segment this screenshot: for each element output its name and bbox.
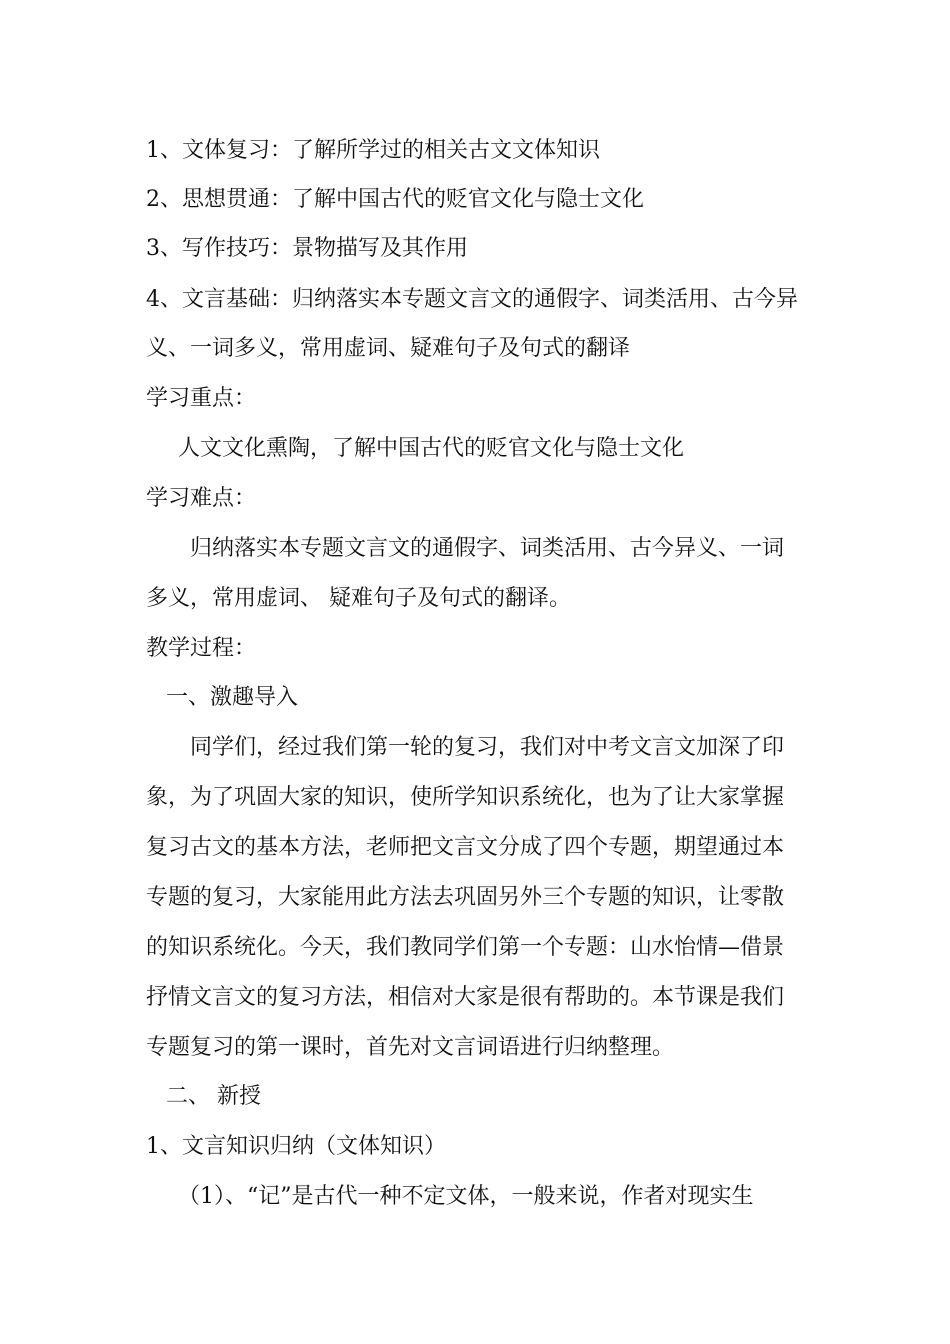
section-1-line-2: 象，为了巩固大家的知识，使所学知识系统化，也为了让大家掌握 (146, 785, 785, 810)
key-points-heading: 学习重点： (146, 386, 257, 411)
section-1-line-1: 同学们，经过我们第一轮的复习，我们对中考文言文加深了印 (190, 735, 785, 760)
subsection-1-title: 1、文言知识归纳（文体知识） (146, 1134, 446, 1159)
key-points-text: 人文文化熏陶，了解中国古代的贬官文化与隐士文化 (178, 436, 685, 461)
subsection-1-line-1: （1）、“记”是古代一种不定文体，一般来说，作者对现实生 (178, 1184, 754, 1209)
section-2-title: 二、 新授 (166, 1084, 261, 1109)
objective-4-continued: 义、一词多义，常用虚词、疑难句子及句式的翻译 (146, 336, 631, 361)
section-1-line-4: 专题的复习，大家能用此方法去巩固另外三个专题的知识，让零散 (146, 885, 785, 910)
section-1-line-7: 专题复习的第一课时，首先对文言词语进行归纳整理。 (146, 1035, 675, 1060)
process-heading: 教学过程： (146, 636, 257, 661)
objective-1: 1、文体复习：了解所学过的相关古文文体知识 (146, 138, 600, 163)
section-1-line-3: 复习古文的基本方法，老师把文言文分成了四个专题，期望通过本 (146, 835, 785, 860)
difficulties-heading: 学习难点： (146, 486, 257, 511)
objective-2: 2、思想贯通：了解中国古代的贬官文化与隐士文化 (146, 187, 644, 212)
section-1-line-5: 的知识系统化。今天，我们教同学们第一个专题：山水怡情—借景 (146, 935, 785, 960)
section-1-title: 一、激趣导入 (166, 685, 299, 710)
difficulties-line-1: 归纳落实本专题文言文的通假字、词类活用、古今异义、一词 (190, 536, 785, 561)
objective-3: 3、写作技巧：景物描写及其作用 (146, 236, 468, 261)
difficulties-line-2: 多义，常用虚词、 疑难句子及句式的翻译。 (146, 586, 571, 611)
objective-4: 4、文言基础：归纳落实本专题文言文的通假字、词类活用、古今异 (146, 287, 798, 312)
section-1-line-6: 抒情文言文的复习方法，相信对大家是很有帮助的。本节课是我们 (146, 985, 785, 1010)
